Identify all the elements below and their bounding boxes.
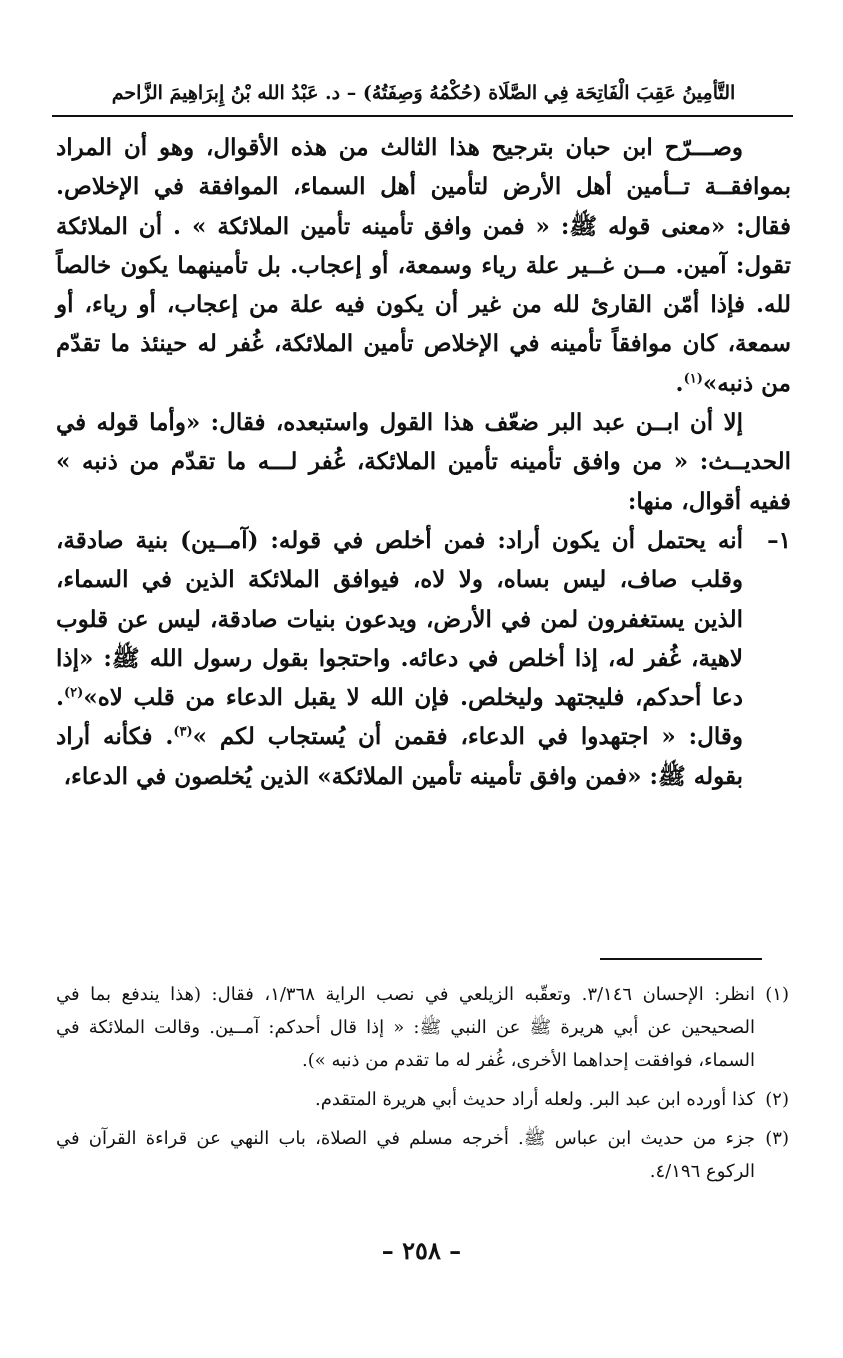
footnotes xyxy=(56,978,789,1194)
paragraph-1 xyxy=(56,128,791,403)
footnote-1-number: (١) xyxy=(765,984,789,1005)
list-item-1-part3: . فكأنه أراد بقوله ﷺ: «فمن وافق تأمينه تأمين الملائكة» الذين يُخلصون في الدعاء، xyxy=(56,723,743,790)
footnote-ref-2: (٢) xyxy=(64,685,84,701)
footnote-3 xyxy=(56,1122,789,1188)
footnote-ref-1: (١) xyxy=(683,371,703,387)
list-item-1-text xyxy=(56,521,743,796)
footnote-3-text: جزء من حديث ابن عباس ﷺ. أخرجه مسلم في الصلاة، باب النهي عن قراءة القرآن في الركوع ٤/١٩٦. xyxy=(56,1128,755,1182)
footnote-separator xyxy=(600,958,762,960)
footnote-ref-3: (٣) xyxy=(173,724,193,740)
footnote-3-number: (٣) xyxy=(765,1128,789,1149)
paragraph-2: إلا أن ابــن عبد البر ضعّف هذا القول واستبعده، فقال: «وأما قوله في الحديــث: « من وافق تأمينه تأمين الملائكة، غُفر لـــه ما تقدّم من ذنبه » ففيه أقوال، منها: xyxy=(56,409,791,515)
list-item-1-number: ١– xyxy=(767,526,791,554)
footnote-2 xyxy=(56,1083,789,1116)
list-item-1-part1: أنه يحتمل أن يكون أراد: فمن أخلص في قوله: (آمــين) بنية صادقة، وقلب صاف، ليس بساه، ولا لاه، فيوافق الملائكة الذين في السماء، الذين يستغفرون لمن في الأرض، ويدعون بنيات صادقة، ليس عن قلوب لاهية، غُفر له، إذا أخلص في دعائه. واحتجوا بقول رسول الله ﷺ: «إذا دعا أحدكم، فليجتهد وليخلص. فإن الله لا يقبل الدعاء من قلب لاه» xyxy=(56,526,743,712)
main-text xyxy=(56,128,791,796)
page-number: – ٢٥٨ – xyxy=(381,1236,462,1265)
footnote-1 xyxy=(56,978,789,1077)
list-item-1-part2: . وقال: « اجتهدوا في الدعاء، فقمن أن يُستجاب لكم » xyxy=(56,684,743,751)
list-item-1 xyxy=(56,521,791,796)
footnote-2-text: كذا أورده ابن عبد البر. ولعله أراد حديث أبي هريرة المتقدم. xyxy=(315,1089,755,1110)
paragraph-1-text: وصـــرّح ابن حبان بترجيح هذا الثالث من هذه الأقوال، وهو أن المراد بموافقــة تــأمين أهل الأرض لتأمين أهل السماء، الموافقة في الإخلاص. فقال: «معنى قوله ﷺ: « فمن وافق تأمينه تأمين الملائكة » . أن الملائكة تقول: آمين. مــن غــير علة رياء وسمعة، أو إعجاب. بل تأمينهما يكون خالصاً لله. فإذا أمّن القارئ لله من غير أن يكون فيه علة من إعجاب، أو رياء، أو سمعة، كان موافقاً تأمينه في الإخلاص تأمين الملائكة، غُفر له حينئذ ما تقدّم من ذنبه» xyxy=(56,134,791,397)
footnote-1-text: انظر: الإحسان ٣/١٤٦. وتعقّبه الزيلعي في نصب الراية ١/٣٦٨، فقال: (هذا يندفع بما في الصحيحين عن أبي هريرة ﷺ عن النبي ﷺ: « إذا قال أحدكم: آمــين. وقالت الملائكة في السماء، فوافقت إحداهما الأخرى، غُفر له ما تقدم من ذنبه »). xyxy=(56,984,755,1071)
paragraph-1-end: . xyxy=(675,369,684,397)
footnote-2-number: (٢) xyxy=(765,1089,789,1110)
running-header-title: التَّأمِينُ عَقِبَ الْفَاتِحَة فِي الصَّلَاة (حُكْمُهُ وَصِفَتُهُ) – د. عَبْدُ الله بْنُ إِبرَاهِيمَ الزَّاحم xyxy=(111,82,736,104)
header-rule xyxy=(52,115,793,117)
